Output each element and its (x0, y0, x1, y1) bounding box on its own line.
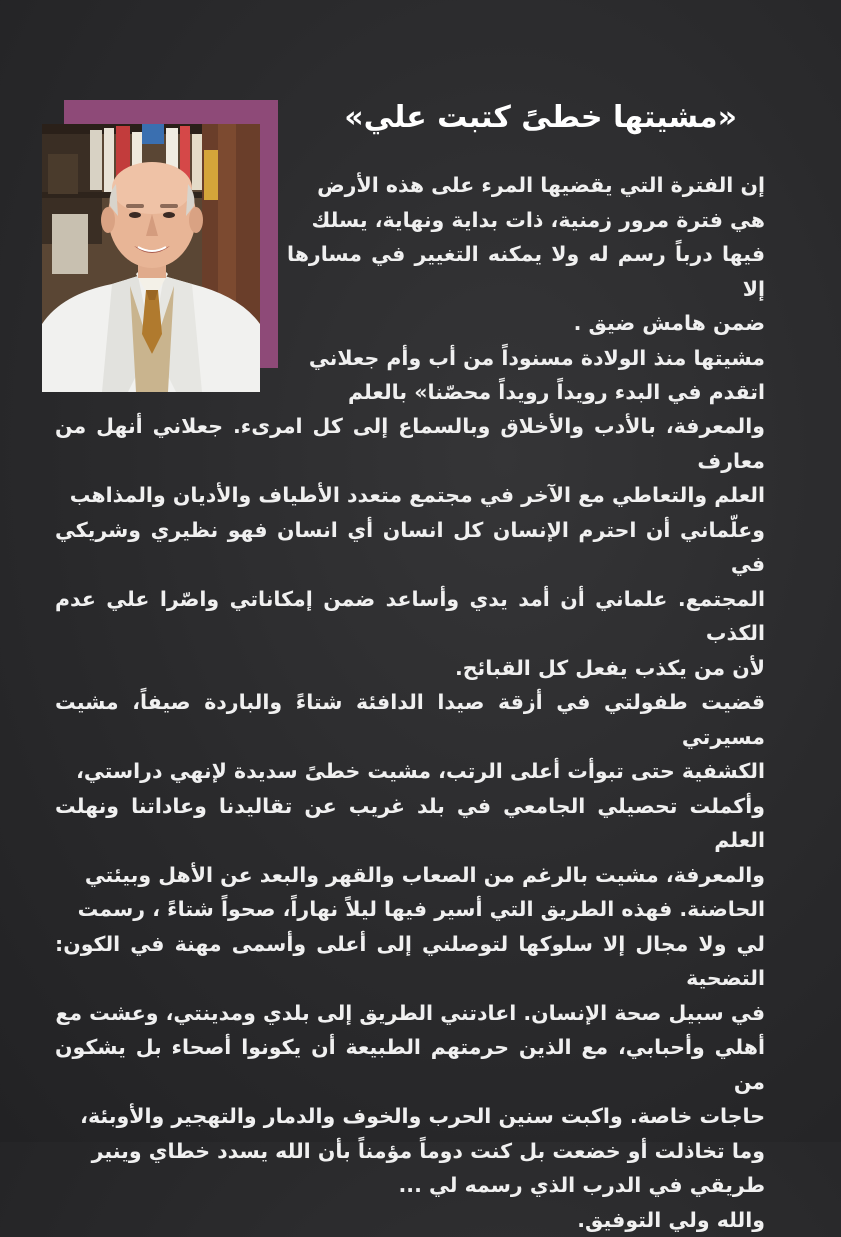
text-line: حاجات خاصة. واكبت سنين الحرب والخوف والدمار والتهجير والأوبئة، (55, 1099, 765, 1134)
author-photo (42, 124, 260, 392)
text-line: طريقي في الدرب الذي رسمه لي ... (55, 1168, 765, 1203)
text-line: وأكملت تحصيلي الجامعي في بلد غريب عن تقاليدنا وعاداتنا ونهلت العلم (55, 789, 765, 858)
text-line: أهلي وأحبابي، مع الذين حرمتهم الطبيعة أن يكونوا أصحاء بل يشكون من (55, 1030, 765, 1099)
text-line: اتقدم في البدء رويداً رويداً محصّنا» بالعلم (287, 375, 765, 410)
text-line: فيها درباً رسم له ولا يمكنه التغيير في مسارها إلا (287, 237, 765, 306)
body-text (55, 409, 765, 1237)
text-line: والمعرفة، بالأدب والأخلاق وبالسماع إلى كل امرىء. جعلاني أنهل من معارف (55, 409, 765, 478)
text-line: لأن من يكذب يفعل كل القبائح. (55, 651, 765, 686)
text-line: قضيت طفولتي في أزقة صيدا الدافئة شتاءً والباردة صيفاً، مشيت مسيرتي (55, 685, 765, 754)
text-line: والله ولي التوفيق. (55, 1203, 765, 1237)
text-line: مشيتها منذ الولادة مسنوداً من أب وأم جعلاني (287, 341, 765, 376)
text-line: المجتمع. علماني أن أمد يدي وأساعد ضمن إمكاناتي واصّرا علي عدم الكذب (55, 582, 765, 651)
text-line: العلم والتعاطي مع الآخر في مجتمع متعدد الأطياف والأديان والمذاهب (55, 478, 765, 513)
text-line: وعلّماني أن احترم الإنسان كل انسان أي انسان فهو نظيري وشريكي في (55, 513, 765, 582)
intro-text (287, 168, 765, 410)
text-line: هي فترة مرور زمنية، ذات بداية ونهاية، يسلك (287, 203, 765, 238)
text-line: في سبيل صحة الإنسان. اعادتني الطريق إلى بلدي ومدينتي، وعشت مع (55, 996, 765, 1031)
text-line: ضمن هامش ضيق . (287, 306, 765, 341)
text-line: الحاضنة. فهذه الطريق التي أسير فيها ليلاً نهاراً، صحواً شتاءً ، رسمت (55, 892, 765, 927)
text-line: لي ولا مجال إلا سلوكها لتوصلني إلى أعلى وأسمى مهنة في الكون: التضحية (55, 927, 765, 996)
text-line: وما تخاذلت أو خضعت بل كنت دوماً مؤمناً بأن الله يسدد خطاي وينير (55, 1134, 765, 1169)
text-line: والمعرفة، مشيت بالرغم من الصعاب والقهر والبعد عن الأهل وبيئتي (55, 858, 765, 893)
page-title: «مشيتها خطىً كتبت علي» (317, 96, 737, 140)
text-line: إن الفترة التي يقضيها المرء على هذه الأرض (287, 168, 765, 203)
text-line: الكشفية حتى تبوأت أعلى الرتب، مشيت خطىً سديدة لإنهي دراستي، (55, 754, 765, 789)
